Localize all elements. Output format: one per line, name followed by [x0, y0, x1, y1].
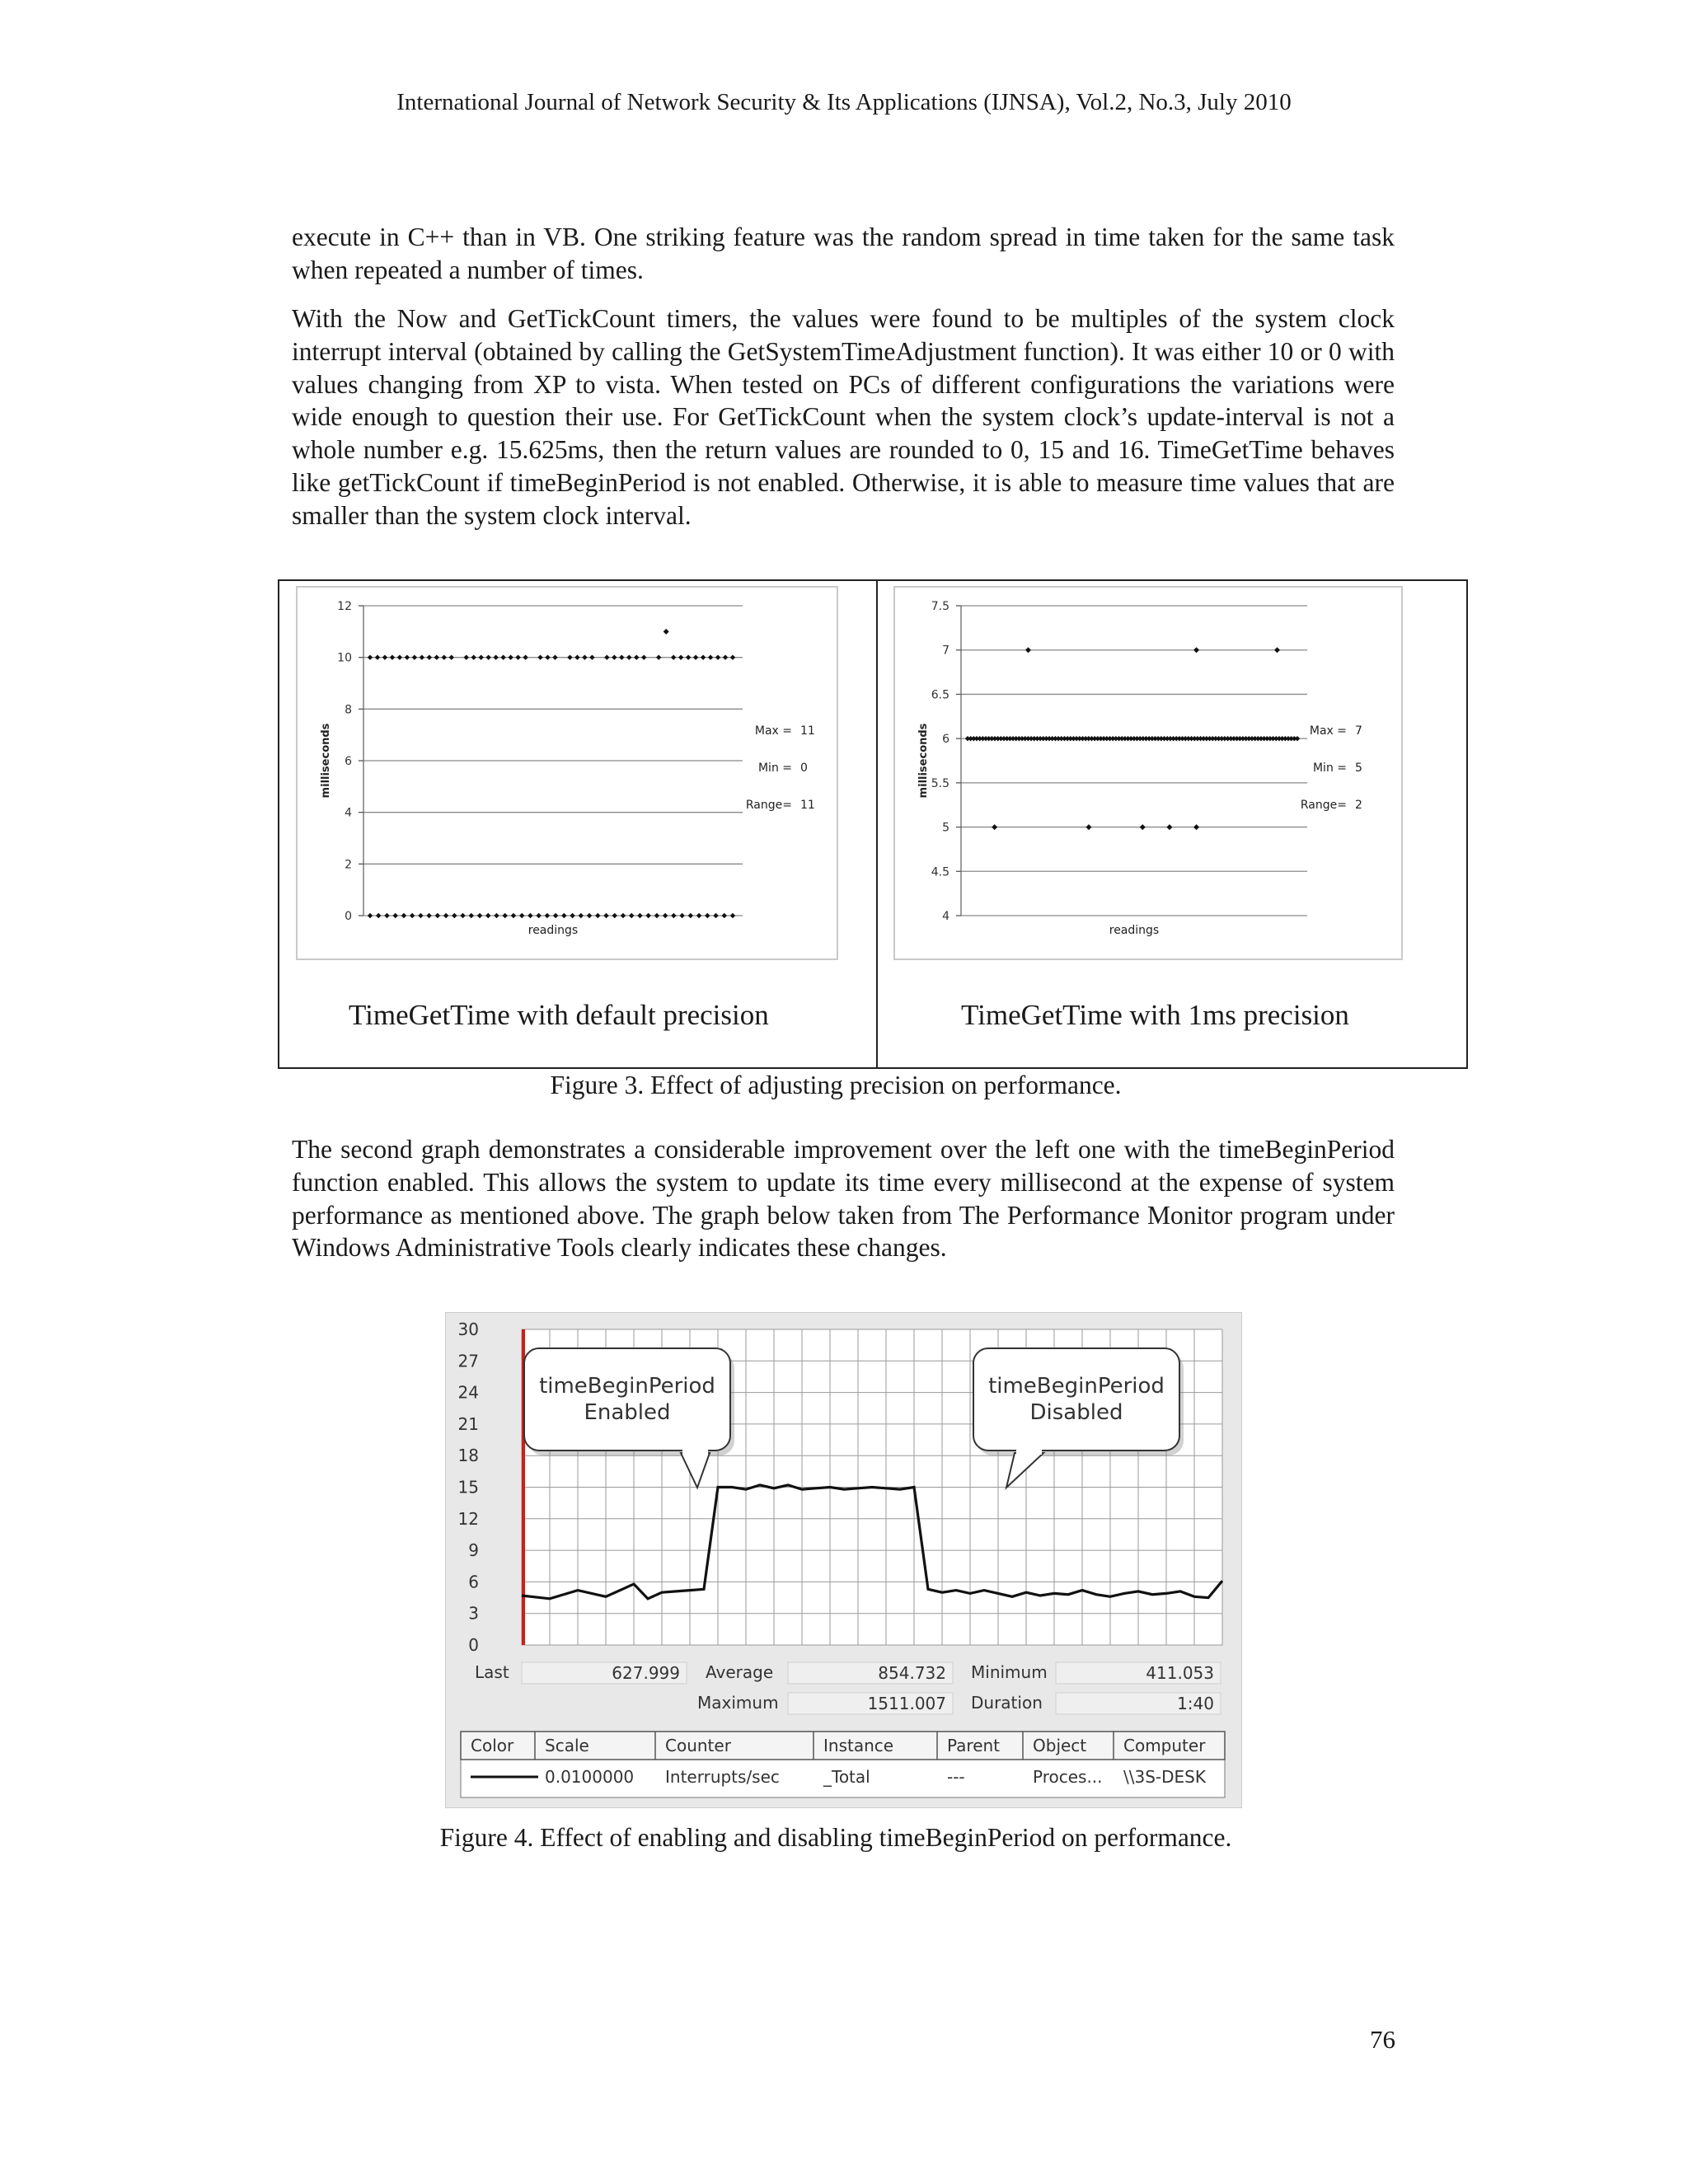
data-point	[567, 654, 572, 659]
data-point	[671, 913, 676, 918]
legend-header-cell: Counter	[665, 1736, 731, 1755]
y-tick-label: 5.5	[931, 776, 950, 790]
data-point	[376, 913, 381, 918]
right-scatter-chart	[895, 588, 1401, 958]
stat-maximum-value: 1511.007	[867, 1694, 946, 1713]
data-point	[519, 913, 524, 918]
data-point	[574, 654, 579, 659]
data-point	[589, 654, 594, 659]
data-point	[485, 913, 490, 918]
legend-header-cell: Computer	[1123, 1736, 1206, 1755]
data-point	[477, 913, 482, 918]
data-point	[705, 913, 710, 918]
stat-label-duration: Duration	[971, 1693, 1043, 1713]
data-point	[641, 654, 646, 659]
legend-header-cell: Color	[471, 1736, 514, 1755]
y-tick-label: 4	[345, 806, 352, 820]
y-tick-label: 6.5	[931, 688, 950, 702]
data-point	[671, 654, 676, 659]
stat-last-value: 627.999	[612, 1663, 680, 1683]
data-point	[452, 913, 457, 918]
data-point	[545, 913, 550, 918]
data-point	[603, 913, 608, 918]
data-point	[570, 913, 574, 918]
data-point	[368, 913, 373, 918]
journal-header: International Journal of Network Security & Its Applications (IJNSA), Vol.2, No.3, July 2010	[396, 89, 1292, 115]
y-tick-label: 12	[457, 1508, 479, 1529]
y-tick-label: 6	[345, 755, 352, 768]
data-point	[1140, 824, 1146, 830]
data-point	[730, 654, 735, 659]
stat-label-minimum: Minimum	[971, 1662, 1048, 1682]
legend-header-cell: Scale	[545, 1736, 589, 1755]
figure-4-caption: Figure 4. Effect of enabling and disabling timeBeginPeriod on performance.	[439, 1823, 1232, 1852]
data-point	[722, 913, 727, 918]
data-point	[515, 654, 520, 659]
stat-annotation-value: 11	[800, 799, 815, 812]
data-point	[612, 654, 617, 659]
stat-annotation-label: Max =	[754, 724, 792, 738]
left-scatter-chart	[298, 588, 837, 958]
data-point	[715, 654, 720, 659]
data-point	[390, 654, 395, 659]
y-tick-label: 6	[468, 1572, 479, 1592]
data-point	[634, 654, 639, 659]
data-point	[637, 913, 642, 918]
data-point	[654, 913, 659, 918]
data-point	[1025, 647, 1031, 653]
legend-row-cell: 0.0100000	[545, 1767, 635, 1787]
y-tick-label: 8	[345, 703, 352, 717]
data-point	[656, 654, 661, 659]
y-tick-label: 4	[942, 910, 950, 923]
data-point	[500, 654, 505, 659]
stat-annotation-value: 11	[800, 724, 815, 738]
data-point	[503, 913, 508, 918]
data-point	[663, 629, 669, 635]
paragraph-1: execute in C++ than in VB. One striking feature was the random spread in time taken for the same task when repeated a number of times.	[292, 223, 1395, 284]
y-tick-label: 10	[337, 651, 352, 665]
data-point	[412, 654, 417, 659]
stat-minimum-value: 411.053	[1146, 1663, 1214, 1683]
data-point	[992, 824, 997, 830]
stat-annotation-value: 2	[1355, 799, 1362, 812]
stat-annotation-label: Max =	[1309, 724, 1347, 738]
data-point	[418, 913, 423, 918]
left-subcaption: TimeGetTime with default precision	[349, 999, 769, 1031]
callout-box	[524, 1348, 730, 1451]
legend-header-cell: Instance	[823, 1736, 894, 1755]
data-point	[561, 913, 566, 918]
data-point	[587, 913, 592, 918]
x-axis-label: readings	[528, 924, 579, 937]
y-tick-label: 27	[457, 1351, 479, 1371]
data-point	[511, 913, 516, 918]
legend-row-cell: ---	[947, 1767, 965, 1787]
stat-annotation-value: 7	[1355, 724, 1362, 738]
stat-label-maximum: Maximum	[697, 1693, 779, 1713]
data-point	[392, 913, 397, 918]
y-tick-label: 6	[942, 733, 950, 747]
data-point	[693, 654, 698, 659]
data-point	[420, 654, 424, 659]
stat-label-average: Average	[706, 1662, 774, 1682]
callout-line-2: Enabled	[584, 1400, 671, 1425]
data-point	[460, 913, 465, 918]
y-tick-label: 0	[345, 910, 352, 923]
data-point	[493, 654, 498, 659]
data-point	[713, 913, 718, 918]
y-tick-label: 4.5	[931, 865, 950, 879]
data-point	[553, 913, 558, 918]
data-point	[410, 913, 415, 918]
data-point	[701, 654, 706, 659]
y-axis-label: milliseconds	[917, 723, 930, 799]
y-tick-label: 24	[457, 1382, 479, 1403]
data-point	[1274, 647, 1280, 653]
callout-joint	[1016, 1448, 1042, 1455]
figure-3-caption: Figure 3. Effect of adjusting precision on performance.	[550, 1071, 1122, 1099]
data-point	[434, 654, 439, 659]
legend-header-cell: Object	[1033, 1736, 1087, 1755]
data-point	[1295, 736, 1300, 741]
y-axis-label: milliseconds	[320, 723, 332, 799]
right-plot-frame	[893, 586, 1403, 960]
data-point	[696, 913, 701, 918]
data-point	[686, 654, 691, 659]
data-point	[612, 913, 617, 918]
callout-line-2: Disabled	[1029, 1400, 1123, 1425]
y-tick-label: 7	[942, 644, 950, 658]
data-point	[621, 913, 626, 918]
data-point	[604, 654, 609, 659]
data-point	[368, 654, 373, 659]
data-point	[442, 654, 447, 659]
data-point	[545, 654, 550, 659]
y-tick-label: 9	[468, 1540, 479, 1561]
y-tick-label: 2	[345, 858, 352, 872]
data-point	[579, 913, 584, 918]
stat-annotation-label: Min =	[1312, 762, 1347, 775]
y-tick-label: 15	[457, 1477, 479, 1497]
y-tick-label: 0	[468, 1635, 479, 1655]
data-point	[536, 913, 541, 918]
perfmon-chart	[446, 1313, 1241, 1807]
data-point	[619, 654, 624, 659]
data-point	[1193, 824, 1199, 830]
data-point	[401, 913, 406, 918]
data-point	[485, 654, 490, 659]
data-point	[405, 654, 410, 659]
data-point	[678, 654, 683, 659]
figure-divider	[876, 581, 878, 1067]
data-point	[426, 913, 431, 918]
left-plot-frame	[296, 586, 838, 960]
data-point	[523, 654, 528, 659]
legend-row-cell: Interrupts/sec	[665, 1767, 780, 1787]
x-axis-label: readings	[1109, 924, 1160, 937]
data-point	[384, 913, 389, 918]
callout-line-1: timeBeginPeriod	[539, 1374, 715, 1399]
data-point	[730, 913, 735, 918]
data-point	[508, 654, 513, 659]
stat-label-last: Last	[475, 1662, 509, 1682]
data-point	[375, 654, 380, 659]
y-tick-label: 12	[337, 600, 352, 613]
legend-row-cell: \\3S-DESK	[1123, 1767, 1206, 1787]
data-point	[626, 654, 631, 659]
data-point	[471, 654, 476, 659]
paragraph-2: With the Now and GetTickCount timers, the values were found to be multiples of the system clock interrupt interval (obtained by calling the GetSystemTimeAdjustment function). It was either 10 or 0 with values changing from XP to vista. When tested on PCs of different configurations the variations were wide enough to question their use. For GetTickCount when the system clock’s update-interval is not a whole number e.g. 15.625ms, then the return values are rounded to 0, 15 and 16. TimeGetTime behaves like getTickCount if timeBeginPeriod is not enabled. Otherwise, it is able to measure time values that are smaller than the system clock interval.	[292, 304, 1395, 530]
data-point	[723, 654, 728, 659]
legend-row-cell: Proces...	[1033, 1767, 1103, 1787]
y-tick-label: 5	[942, 821, 950, 835]
stat-annotation-value: 5	[1355, 762, 1362, 775]
stat-annotation-value: 0	[800, 762, 808, 775]
data-point	[464, 654, 469, 659]
data-point	[528, 913, 532, 918]
callout-box	[973, 1348, 1179, 1451]
figure-3	[278, 579, 1468, 1069]
stat-annotation-label: Range=	[745, 799, 792, 812]
y-tick-label: 3	[468, 1603, 479, 1624]
data-point	[469, 913, 474, 918]
data-point	[537, 654, 542, 659]
callout-line-1: timeBeginPeriod	[988, 1374, 1165, 1399]
data-point	[1166, 824, 1172, 830]
data-point	[629, 913, 634, 918]
data-point	[645, 913, 650, 918]
right-subcaption: TimeGetTime with 1ms precision	[961, 999, 1349, 1031]
stat-annotation-label: Min =	[757, 762, 792, 775]
data-point	[478, 654, 483, 659]
data-point	[595, 913, 600, 918]
y-tick-label: 30	[457, 1319, 479, 1339]
data-point	[552, 654, 557, 659]
data-point	[1085, 824, 1091, 830]
y-tick-label: 21	[457, 1413, 479, 1434]
callout-joint	[682, 1448, 708, 1455]
page-number: 76	[1370, 2025, 1395, 2054]
data-point	[1193, 647, 1199, 653]
stat-average-value: 854.732	[878, 1663, 946, 1683]
data-point	[679, 913, 684, 918]
stat-annotation-label: Range=	[1300, 799, 1347, 812]
data-point	[435, 913, 440, 918]
data-point	[443, 913, 448, 918]
data-point	[663, 913, 668, 918]
paragraph-3: The second graph demonstrates a considerable improvement over the left one with the timeBeginPeriod function enabled. This allows the system to update its time every millisecond at the expense of system performance as mentioned above. The graph below taken from The Performance Monitor program under Windows Administrative Tools clearly indicates these changes.	[292, 1135, 1395, 1263]
data-point	[382, 654, 387, 659]
data-point	[494, 913, 499, 918]
data-point	[427, 654, 432, 659]
data-point	[582, 654, 587, 659]
data-point	[688, 913, 693, 918]
stat-duration-value: 1:40	[1177, 1694, 1214, 1713]
figure-4-perfmon	[445, 1312, 1242, 1808]
data-point	[397, 654, 402, 659]
y-tick-label: 7.5	[931, 600, 950, 613]
data-point	[449, 654, 454, 659]
legend-header-cell: Parent	[947, 1736, 1001, 1755]
legend-row-cell: _Total	[823, 1767, 870, 1787]
data-point	[708, 654, 713, 659]
y-tick-label: 18	[457, 1446, 479, 1466]
